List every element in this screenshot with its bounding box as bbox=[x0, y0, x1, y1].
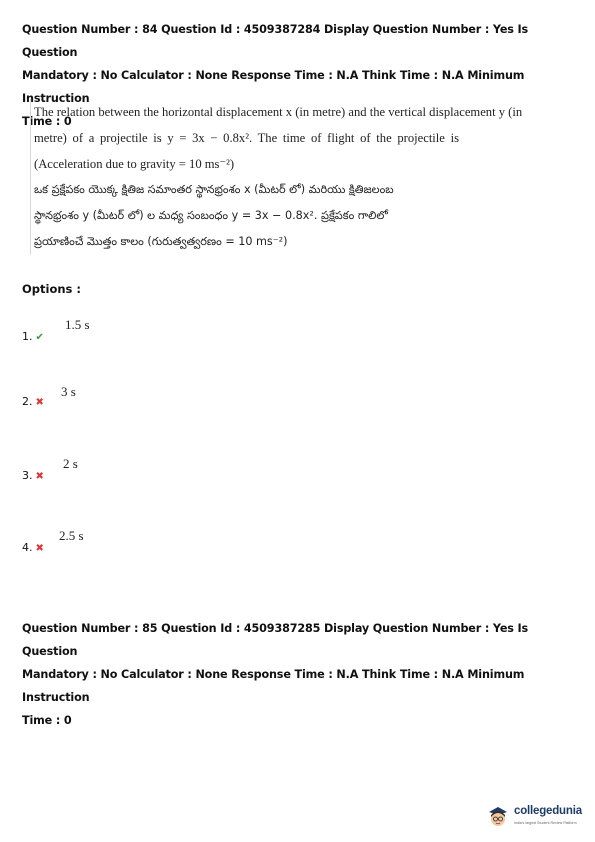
option-2-number bbox=[22, 395, 44, 408]
question-85-header-line2: Mandatory : No Calculator : None Response Time : N.A Think Time : N.A Minimum Instruction bbox=[22, 668, 525, 704]
option-3-text[interactable]: 2 s bbox=[63, 456, 78, 471]
brand-tagline: India's largest Student Review Platform bbox=[514, 821, 577, 825]
option-1-text[interactable]: 1.5 s bbox=[65, 317, 90, 332]
mascot-icon bbox=[486, 803, 510, 829]
cross-icon: ✖ bbox=[35, 471, 44, 482]
option-4-text[interactable]: 2.5 s bbox=[59, 528, 84, 543]
question-english-line3: (Acceleration due to gravity = 10 ms⁻²) bbox=[34, 157, 235, 171]
options-label: Options : bbox=[22, 282, 81, 296]
question-telugu-line3: ప్రయాణించే మొత్తం కాలం (గురుత్వత్వరణం = 10 ms⁻²) bbox=[34, 235, 288, 248]
option-number-text: 2. bbox=[22, 395, 33, 408]
question-english-line1: The relation between the horizontal displacement x (in metre) and the vertical displacement y (in bbox=[34, 105, 523, 119]
option-4-number bbox=[22, 541, 44, 554]
question-85-header bbox=[22, 617, 582, 732]
question-84-header-line3: Time : 0 bbox=[22, 115, 72, 128]
brand-name: collegedunia bbox=[514, 805, 582, 817]
collegedunia-logo bbox=[486, 803, 586, 833]
option-number-text: 1. bbox=[22, 330, 33, 343]
question-telugu-line1: ఒక ప్రక్షేపకం యొక్క క్షితిజ సమాంతర స్థానభ్రంశం x (మీటర్ లో) మరియు క్షితిజలంబ bbox=[34, 183, 394, 196]
question-85-header-line1: Question Number : 85 Question Id : 4509387285 Display Question Number : Yes Is Question bbox=[22, 622, 529, 658]
option-2-text[interactable]: 3 s bbox=[61, 384, 76, 399]
question-telugu-line2: స్థానభ్రంశం y (మీటర్ లో) ల మధ్య సంబంధం y = 3x − 0.8x². ప్రక్షేపకం గాలిలో bbox=[34, 209, 388, 222]
option-1-number bbox=[22, 330, 44, 343]
question-84-header-line1: Question Number : 84 Question Id : 4509387284 Display Question Number : Yes Is Question bbox=[22, 23, 529, 59]
cross-icon: ✖ bbox=[35, 397, 44, 408]
cross-icon: ✖ bbox=[35, 543, 44, 554]
question-84-header-line2: Mandatory : No Calculator : None Response Time : N.A Think Time : N.A Minimum Instruction bbox=[22, 69, 525, 105]
option-3-number bbox=[22, 469, 44, 482]
option-number-text: 3. bbox=[22, 469, 33, 482]
question-85-header-line3: Time : 0 bbox=[22, 714, 72, 727]
question-english-line2: metre) of a projectile is y = 3x − 0.8x². The time of flight of the projectile is bbox=[34, 131, 459, 145]
option-number-text: 4. bbox=[22, 541, 33, 554]
check-icon: ✔ bbox=[35, 332, 44, 343]
question-84-body bbox=[30, 99, 523, 255]
